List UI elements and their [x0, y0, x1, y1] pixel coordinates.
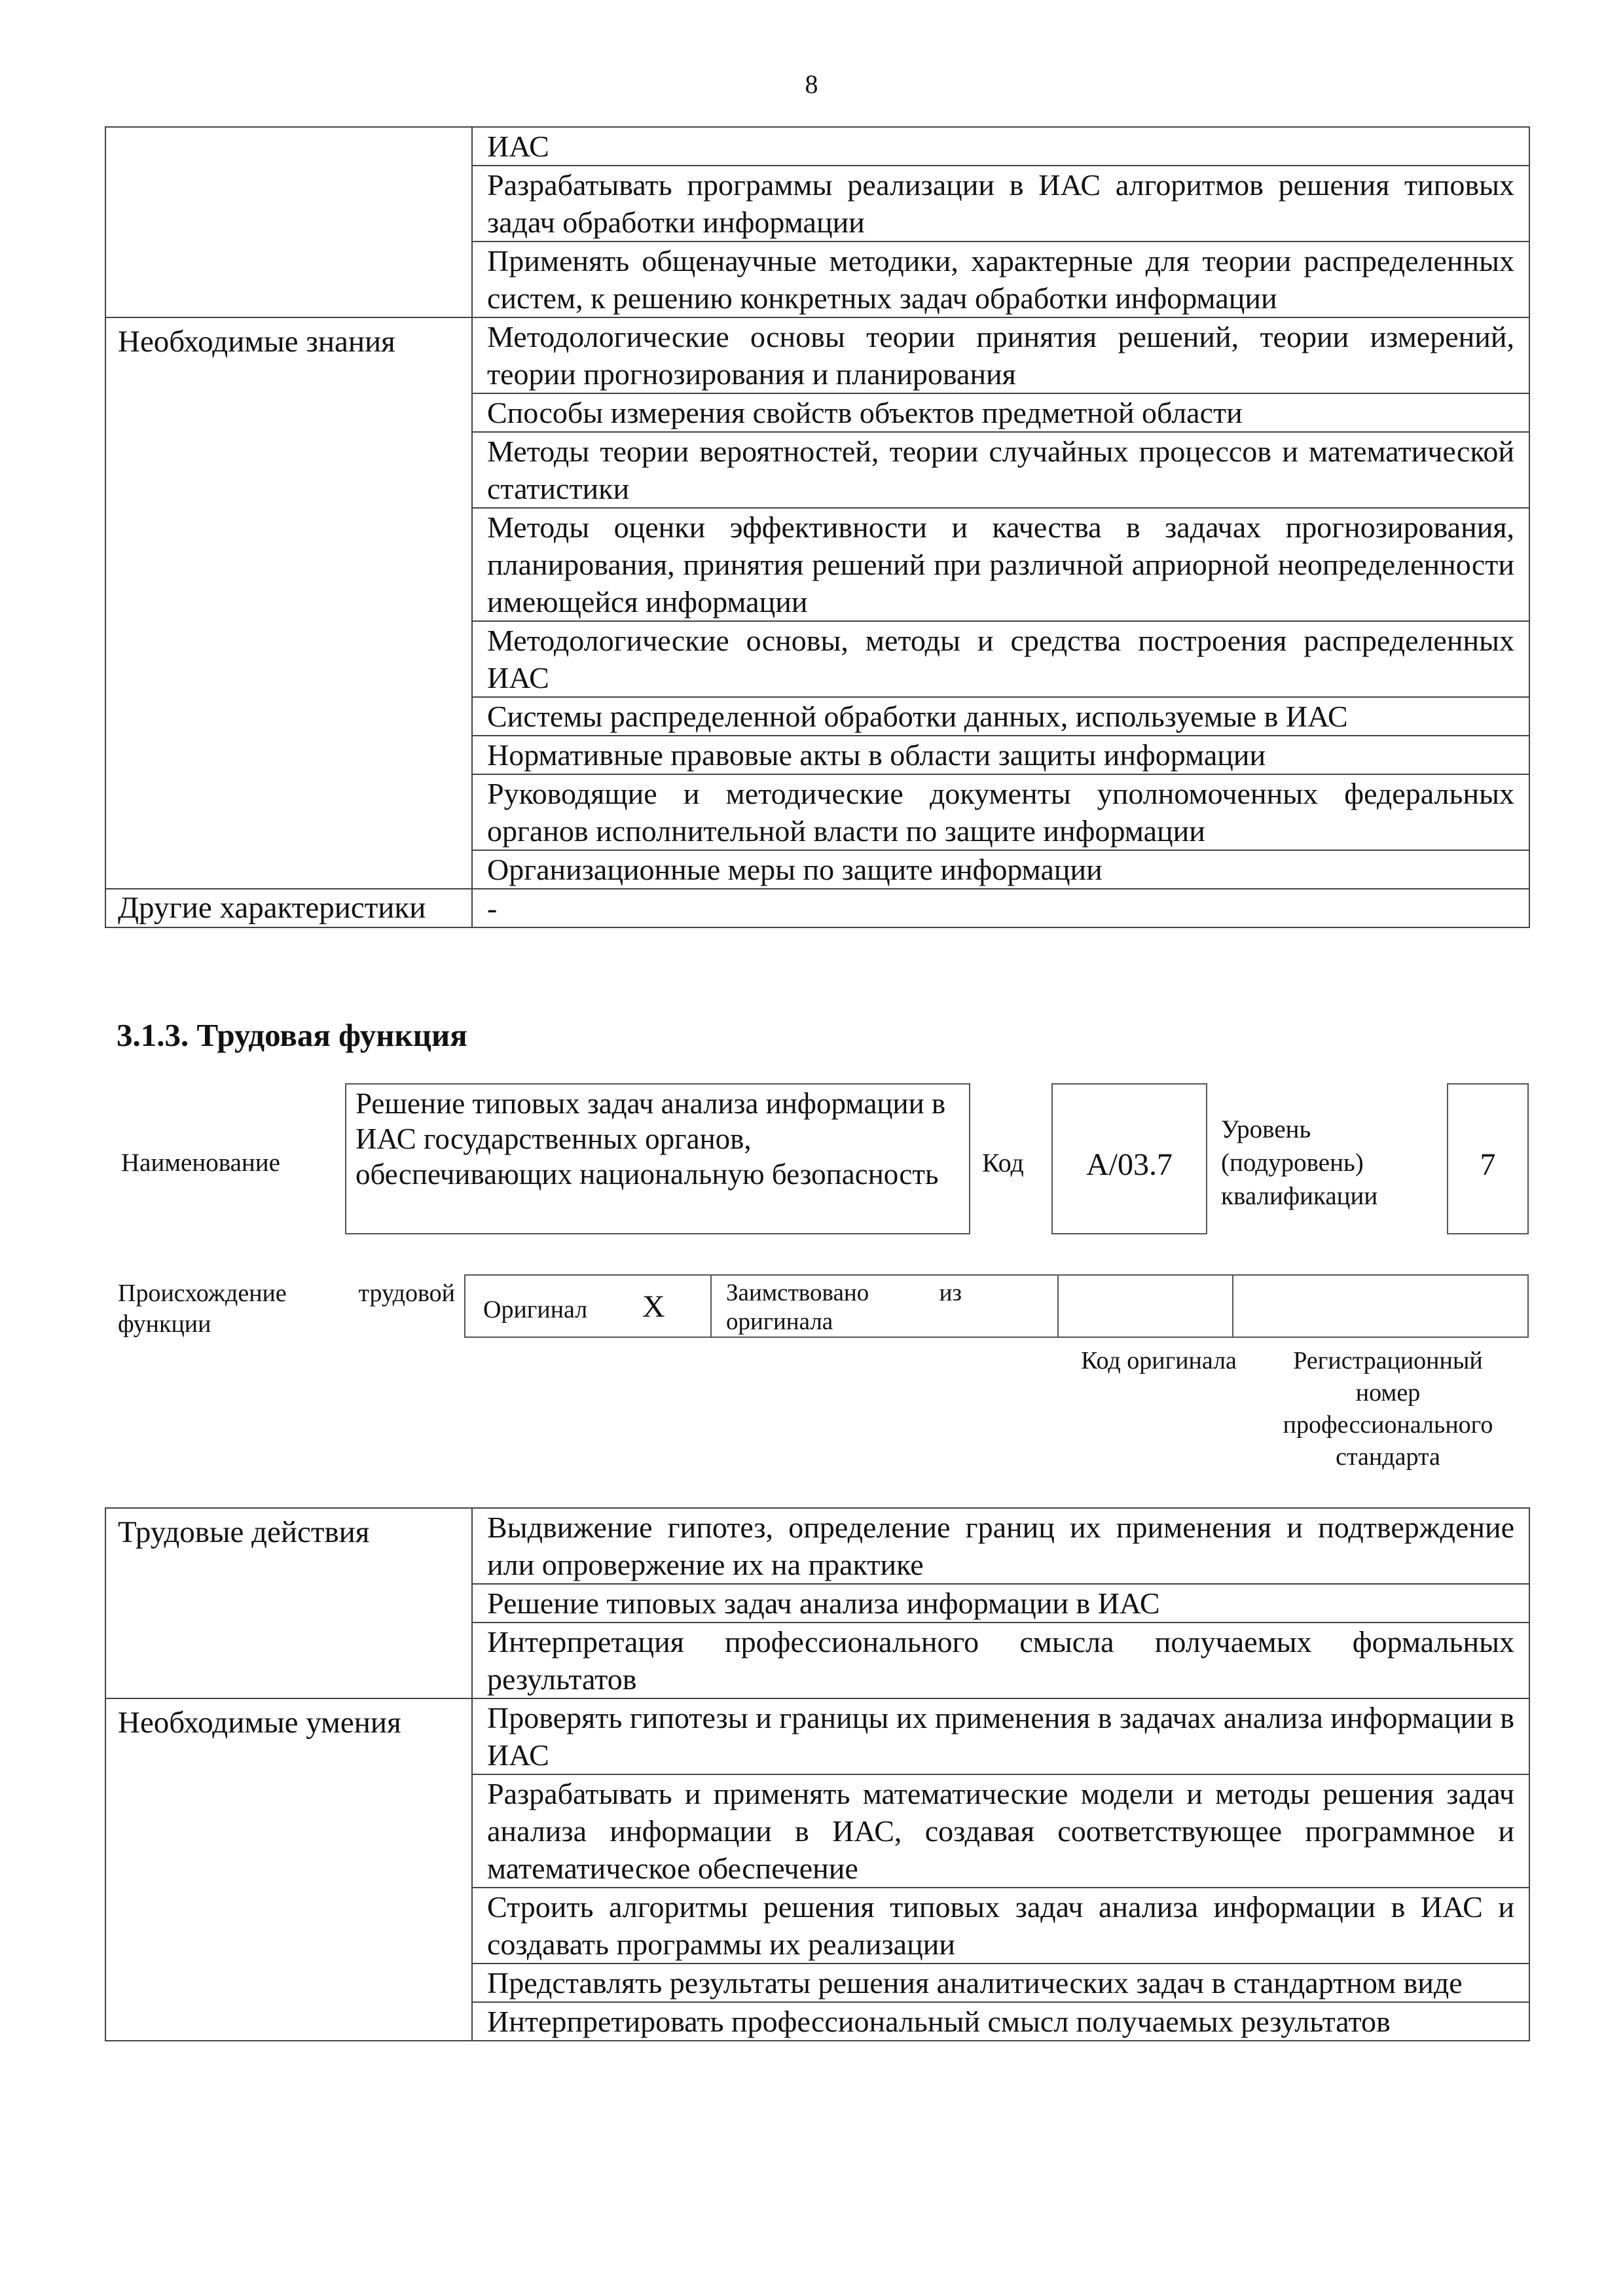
competency-table-bottom [105, 1507, 1530, 2041]
row-label [105, 508, 472, 621]
row-text: Представлять результаты решения аналитических задач в стандартном виде [472, 1964, 1529, 2002]
level-value-box: 7 [1447, 1083, 1529, 1234]
table-row [105, 1508, 1529, 1584]
row-label [105, 166, 472, 242]
row-text: Методологические основы теории принятия решений, теории измерений, теории прогнозирования и планирования [472, 317, 1529, 393]
origin-label: Происхождение трудовой функции [118, 1280, 455, 1338]
table-row [105, 242, 1529, 317]
name-label: Наименование [121, 1149, 280, 1177]
table-row [105, 1698, 1529, 1774]
table-row [105, 432, 1529, 508]
level-label: Уровень (подуровень) квалификации [1221, 1115, 1378, 1210]
table-row [105, 1584, 1529, 1623]
row-text: Системы распределенной обработки данных, используемые в ИАС [472, 697, 1529, 736]
row-text: ИАС [472, 127, 1529, 166]
table-row [105, 508, 1529, 621]
table-row [105, 393, 1529, 432]
origin-row [464, 1274, 1529, 1338]
row-label [105, 2002, 472, 2041]
row-text: Разрабатывать программы реализации в ИАС алгоритмов решения типовых задач обработки информации [472, 166, 1529, 242]
row-text: Решение типовых задач анализа информации в ИАС [472, 1584, 1529, 1623]
table-row [105, 1774, 1529, 1888]
row-text: Выдвижение гипотез, определение границ их применения и подтверждение или опровержение их на практике [472, 1508, 1529, 1584]
function-name-box: Решение типовых задач анализа информации в ИАС государственных органов, обеспечивающих национальную безопасность [345, 1083, 970, 1234]
row-label [105, 774, 472, 850]
row-text: Проверять гипотезы и границы их применения в задачах анализа информации в ИАС [472, 1698, 1529, 1774]
row-text: Способы измерения свойств объектов предметной области [472, 393, 1529, 432]
section-title: 3.1.3. Трудовая функция [117, 1017, 467, 1053]
table-row [105, 774, 1529, 850]
table-row [105, 621, 1529, 697]
page-number: 8 [805, 69, 818, 99]
row-label [105, 1774, 472, 1888]
code-value-box: А/03.7 [1051, 1083, 1207, 1234]
table-row [105, 736, 1529, 774]
table-row [105, 850, 1529, 889]
borrowed-label: Заимствовано из оригинала [726, 1280, 962, 1335]
row-text: Методы оценки эффективности и качества в задачах прогнозирования, планирования, принятия решений при различной априорной неопределенности имеющейся информации [472, 508, 1529, 621]
row-text: Интерпретировать профессиональный смысл получаемых результатов [472, 2002, 1529, 2041]
row-label [105, 697, 472, 736]
reg-number-cell [1233, 1276, 1529, 1336]
table-row [105, 166, 1529, 242]
row-label [105, 850, 472, 889]
row-text: Разрабатывать и применять математические модели и методы решения задач анализа информации в ИАС, создавая соответствующее программное и математическое обеспечение [472, 1774, 1529, 1888]
row-label [105, 621, 472, 697]
table-row [105, 1964, 1529, 2002]
row-label: Другие характеристики [105, 889, 472, 927]
code-original-cell [1059, 1276, 1233, 1336]
original-mark: X [642, 1289, 665, 1324]
original-label: Оригинал [483, 1296, 588, 1323]
row-text: Методологические основы, методы и средства построения распределенных ИАС [472, 621, 1529, 697]
row-text: Организационные меры по защите информации [472, 850, 1529, 889]
table-row [105, 1888, 1529, 1964]
row-label [105, 1888, 472, 1964]
row-text: Строить алгоритмы решения типовых задач анализа информации в ИАС и создавать программы их реализации [472, 1888, 1529, 1964]
row-text: Нормативные правовые акты в области защиты информации [472, 736, 1529, 774]
row-label [105, 127, 472, 166]
row-label [105, 1584, 472, 1623]
row-label [105, 736, 472, 774]
table-row [105, 127, 1529, 166]
row-label [105, 1623, 472, 1698]
row-text: Руководящие и методические документы уполномоченных федеральных органов исполнительной власти по защите информации [472, 774, 1529, 850]
row-text: Методы теории вероятностей, теории случайных процессов и математической статистики [472, 432, 1529, 508]
row-label: Трудовые действия [105, 1508, 472, 1584]
row-label [105, 242, 472, 317]
row-label: Необходимые знания [105, 317, 472, 393]
reg-number-caption: Регистрационный номер профессионального стандарта [1283, 1347, 1493, 1471]
row-label: Необходимые умения [105, 1698, 472, 1774]
table-row [105, 1623, 1529, 1698]
row-text: - [472, 889, 1529, 927]
row-label [105, 393, 472, 432]
row-label [105, 1964, 472, 2002]
row-label [105, 432, 472, 508]
table-row [105, 2002, 1529, 2041]
code-label: Код [982, 1148, 1024, 1177]
competency-table-top [105, 126, 1530, 928]
row-text: Интерпретация профессионального смысла получаемых формальных результатов [472, 1623, 1529, 1698]
table-row [105, 889, 1529, 927]
borrowed-cell [712, 1276, 1059, 1336]
table-row [105, 697, 1529, 736]
code-original-caption: Код оригинала [1081, 1347, 1237, 1374]
table-row [105, 317, 1529, 393]
row-text: Применять общенаучные методики, характерные для теории распределенных систем, к решению конкретных задач обработки информации [472, 242, 1529, 317]
original-cell [465, 1276, 712, 1336]
